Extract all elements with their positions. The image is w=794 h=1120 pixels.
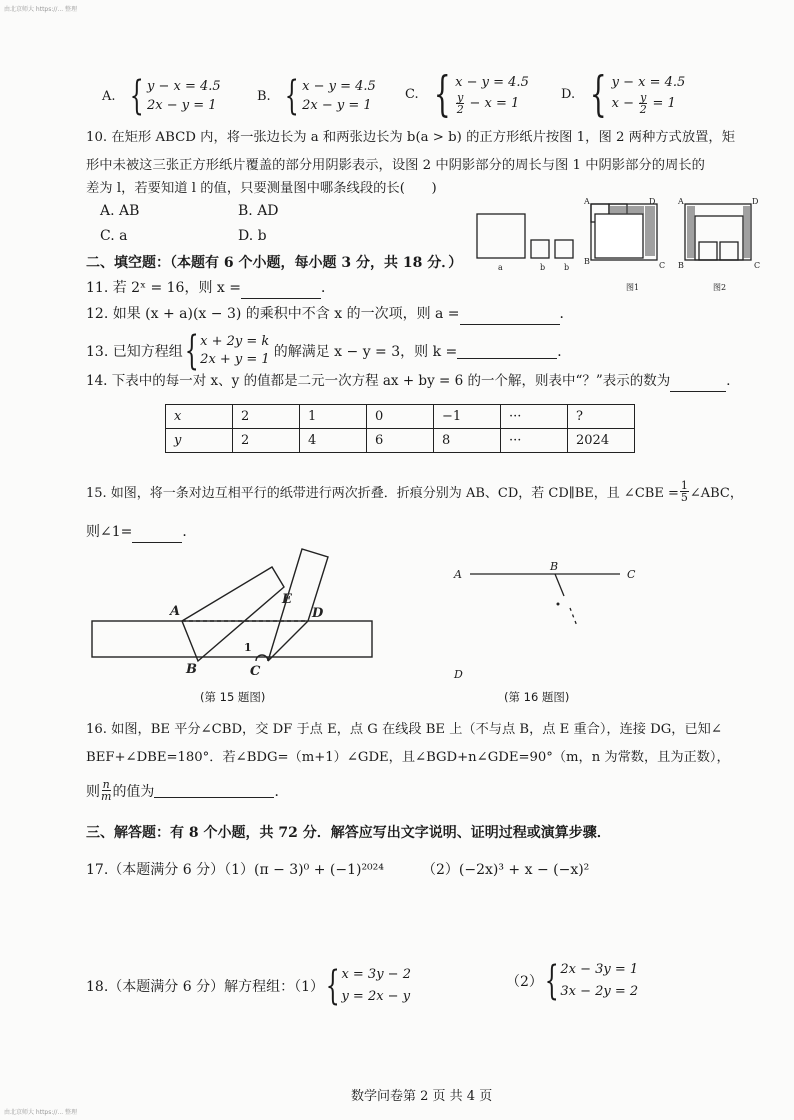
- q14: 14. 下表中的每一对 x、y 的值都是二元一次方程 ax + by = 6 的一个解，则表中“？”表示的数为 ．: [86, 370, 740, 392]
- table-row: x 2 1 0 −1 ··· ?: [166, 405, 635, 429]
- q16-line3: 则 $\frac{n}{m}$ 的值为 ．: [86, 778, 289, 803]
- svg-text:B: B: [186, 662, 197, 677]
- square-b2: [555, 240, 573, 258]
- svg-text:B: B: [584, 257, 590, 266]
- svg-text:B: B: [678, 261, 684, 270]
- svg-text:D: D: [649, 197, 656, 206]
- section3-title: 三、解答题：有 8 个小题，共 72 分．解答应写出文字说明、证明过程或演算步骤．: [86, 825, 611, 841]
- table-row: y 2 4 6 8 ··· 2024: [166, 429, 635, 453]
- q11: 11. 若 2ˣ = 16，则 x = ．: [86, 277, 335, 299]
- square-b1: [531, 240, 549, 258]
- svg-text:A: A: [678, 197, 684, 206]
- q16-line1: 16. 如图，BE 平分∠CBD，交 DF 于点 E，点 G 在线段 BE 上（不与点 B，点 E 重合），连接 DG，已知∠: [86, 722, 722, 737]
- q9-option-d: D. { y − x = 4.5 x − $\frac{y}{2}$ = 1: [561, 66, 686, 122]
- q13: 13. 已知方程组 { x + 2y = k 2x + y = 1 的解满足 x − y = 3，则 k = ．: [86, 328, 572, 374]
- page-footer: 数学问卷第 2 页 共 4 页: [351, 1089, 493, 1104]
- q10-line1: 10. 在矩形 ABCD 内，将一张边长为 a 和两张边长为 b(a > b) 的正方形纸片按图 1，图 2 两种方式放置，矩: [86, 130, 736, 145]
- q9-option-a: A. { y − x = 4.5 2x − y = 1: [102, 73, 221, 119]
- svg-text:1: 1: [244, 641, 252, 654]
- square-a: [477, 214, 525, 258]
- q10-line3: 差为 l，若要知道 l 的值，只要测量图中哪条线段的长( ): [86, 181, 437, 196]
- svg-text:C: C: [659, 261, 666, 270]
- svg-text:图1: 图1: [626, 283, 640, 292]
- svg-text:b: b: [540, 263, 546, 272]
- svg-text:D: D: [312, 606, 324, 621]
- q15-line2: 则∠1= ．: [86, 521, 196, 543]
- header-note: 由北京师大 https://... 整理: [4, 6, 78, 13]
- q16-figure: [450, 556, 650, 686]
- footer-note: 由北京师大 https://... 整理: [4, 1109, 78, 1116]
- q10-option-c: C. a: [100, 228, 128, 244]
- q10-option-a: A. AB: [100, 203, 140, 219]
- q15-caption: (第 15 题图): [200, 690, 266, 704]
- q16-line2: BEF+∠DBE=180°．若∠BDG=（m+1）∠GDE，且∠BGD+n∠GDE=90°（m，n 为常数，且为正数），: [86, 750, 730, 765]
- q17-part2: （2）(−2x)³ + x − (−x)²: [422, 862, 590, 878]
- svg-text:图2: 图2: [713, 283, 727, 292]
- svg-text:A: A: [170, 604, 181, 619]
- q9-option-c: C. { x − y = 4.5 $\frac{y}{2}$ − x = 1: [405, 66, 529, 122]
- svg-text:B: B: [550, 560, 559, 573]
- q18: 18.（本题满分 6 分）解方程组：（1） { x = 3y − 2 y = 2x − y: [86, 963, 411, 1009]
- svg-text:b: b: [564, 263, 570, 272]
- q17-part1: 17.（本题满分 6 分）（1）(π − 3)⁰ + (−1)²⁰²⁴: [86, 862, 384, 878]
- q14-value-table: [165, 404, 635, 453]
- q10-figure: [470, 192, 770, 302]
- svg-text:a: a: [498, 263, 503, 272]
- q12: 12. 如果 (x + a)(x − 3) 的乘积中不含 x 的一次项，则 a = ．: [86, 303, 574, 325]
- svg-text:C: C: [250, 664, 261, 679]
- q10-option-b: B. AD: [238, 203, 279, 219]
- q16-caption: (第 16 题图): [504, 690, 570, 704]
- svg-text:D: D: [454, 668, 463, 681]
- q15-figure: [88, 543, 378, 683]
- svg-text:E: E: [282, 592, 292, 607]
- q18-part2: （2） { 2x − 3y = 1 3x − 2y = 2: [506, 958, 639, 1004]
- svg-text:C: C: [627, 568, 636, 581]
- q9-option-b: B. { x − y = 4.5 2x − y = 1: [257, 73, 376, 119]
- svg-text:C: C: [754, 261, 761, 270]
- q10-option-d: D. b: [238, 228, 267, 244]
- q15-line1: 15. 如图，将一条对边互相平行的纸带进行两次折叠．折痕分别为 AB、CD，若 CD∥BE，且 ∠CBE = $\frac{1}{5}$ ∠ABC，: [86, 479, 743, 504]
- svg-text:A: A: [584, 197, 590, 206]
- svg-text:D: D: [752, 197, 759, 206]
- section2-title: 二、填空题：（本题有 6 个小题，每小题 3 分，共 18 分．）: [86, 255, 463, 271]
- svg-text:A: A: [454, 568, 462, 581]
- q10-line2: 形中未被这三张正方形纸片覆盖的部分用阴影表示，设图 2 中阴影部分的周长与图 1 中阴影部分的周长的: [86, 158, 705, 173]
